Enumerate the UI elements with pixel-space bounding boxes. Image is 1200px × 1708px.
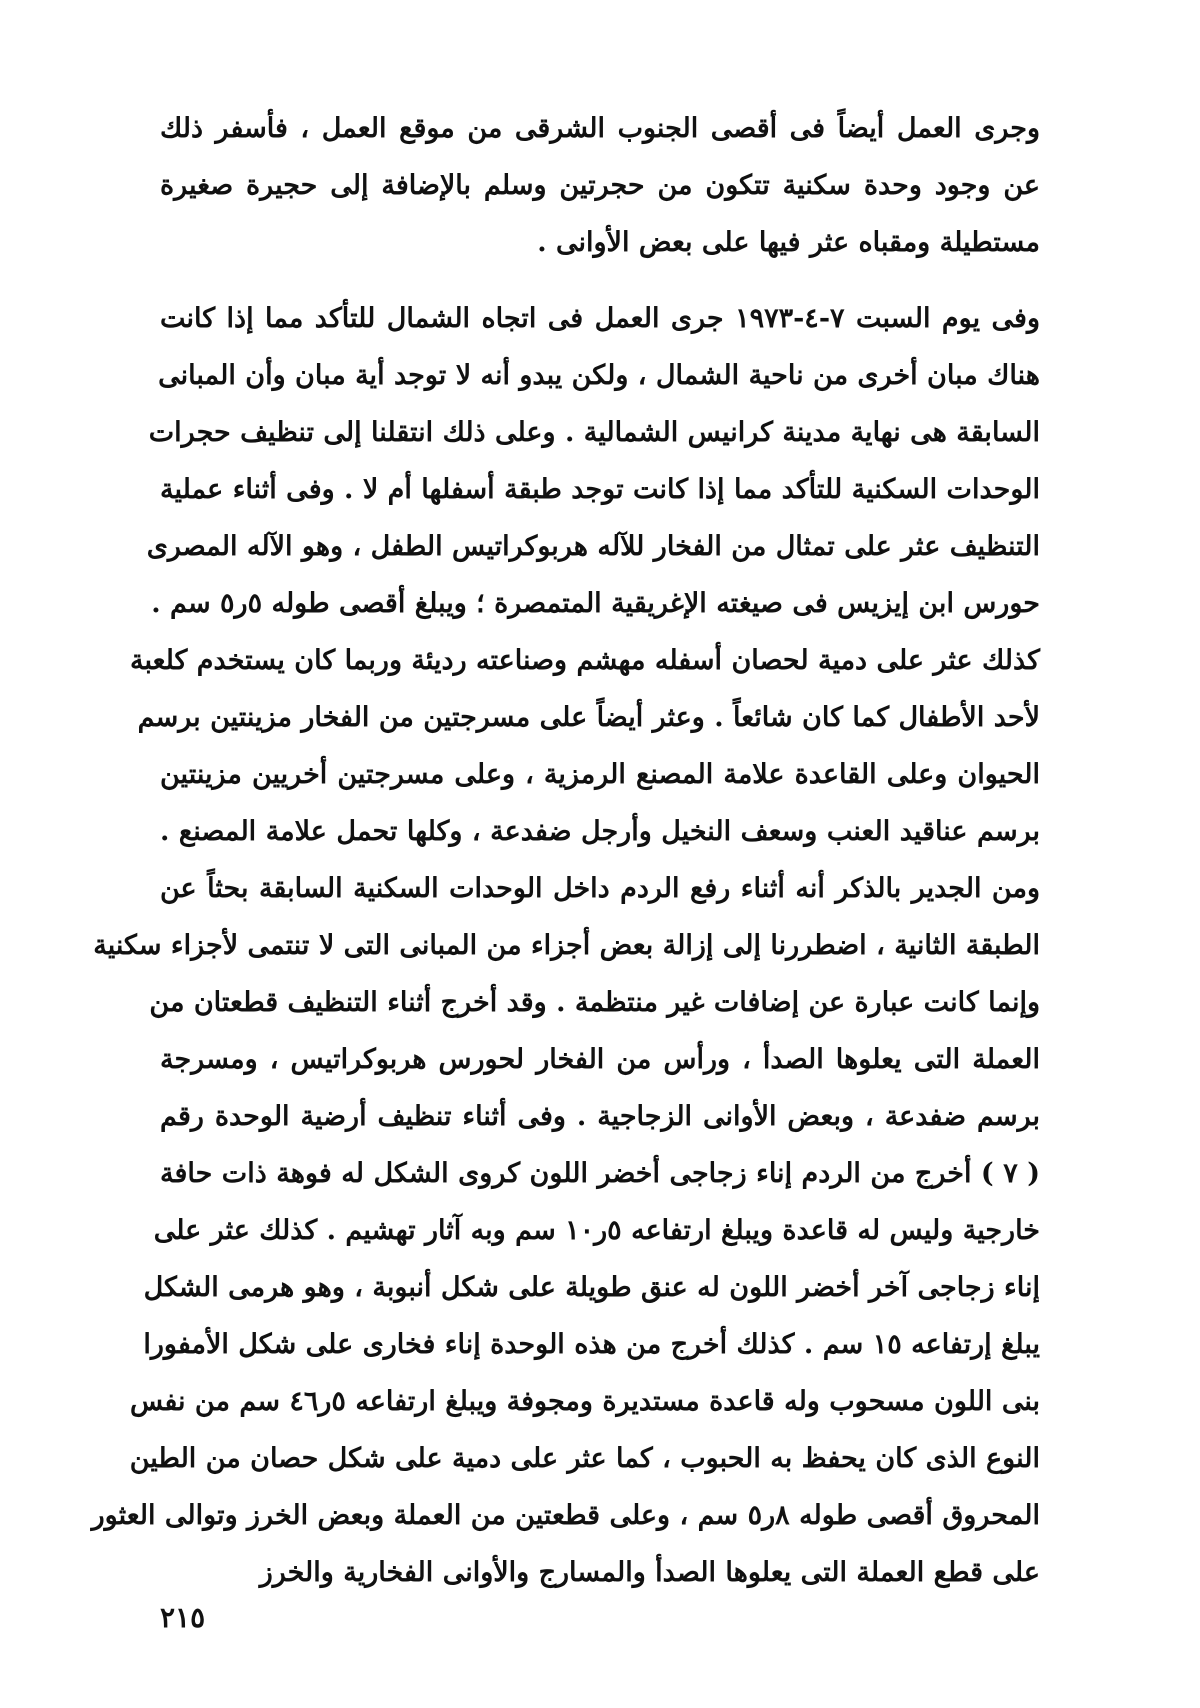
text-line: المحروق أقصى طوله ٨ر٥ سم ، وعلى قطعتين من العملة وبعض الخرز وتوالى العثور <box>91 1500 1040 1531</box>
text-line: بنى اللون مسحوب وله قاعدة مستديرة ومجوفة ويبلغ ارتفاعه ٥ر٤٦ سم من نفس <box>129 1386 1040 1417</box>
text-line: حورس ابن إيزيس فى صيغته الإغريقية المتمصرة ؛ ويبلغ أقصى طوله ٥ر٥ سم . <box>151 588 1040 619</box>
text-line: السابقة هى نهاية مدينة كرانيس الشمالية . وعلى ذلك انتقلنا إلى تنظيف حجرات <box>148 417 1040 448</box>
text-line: التنظيف عثر على تمثال من الفخار للآله هربوكراتيس الطفل ، وهو الآله المصرى <box>146 531 1040 562</box>
text-line: العملة التى يعلوها الصدأ ، ورأس من الفخار لحورس هربوكراتيس ، ومسرجة <box>160 1044 1040 1075</box>
text-line: لأحد الأطفال كما كان شائعاً . وعثر أيضاً على مسرجتين من الفخار مزينتين برسم <box>137 702 1040 733</box>
text-line: وجرى العمل أيضاً فى أقصى الجنوب الشرقى من موقع العمل ، فأسفر ذلك <box>160 113 1040 144</box>
text-line: الطبقة الثانية ، اضطررنا إلى إزالة بعض أجزاء من المبانى التى لا تنتمى لأجزاء سكنية <box>93 930 1040 961</box>
text-line: على قطع العملة التى يعلوها الصدأ والمسارج والأوانى الفخارية والخرز <box>259 1557 1040 1588</box>
text-line: هناك مبان أخرى من ناحية الشمال ، ولكن يبدو أنه لا توجد أية مبان وأن المبانى <box>158 360 1040 391</box>
text-line: خارجية وليس له قاعدة ويبلغ ارتفاعه ٥ر١٠ سم وبه آثار تهشيم . كذلك عثر على <box>153 1215 1040 1246</box>
text-line: إناء زجاجى آخر أخضر اللون له عنق طويلة على شكل أنبوبة ، وهو هرمى الشكل <box>143 1272 1040 1303</box>
text-line: كذلك عثر على دمية لحصان أسفله مهشم وصناعته رديئة وربما كان يستخدم كلعبة <box>129 645 1040 676</box>
text-line: عن وجود وحدة سكنية تتكون من حجرتين وسلم بالإضافة إلى حجيرة صغيرة <box>160 170 1040 201</box>
text-line: مستطيلة ومقباه عثر فيها على بعض الأوانى . <box>537 227 1040 258</box>
text-line: النوع الذى كان يحفظ به الحبوب ، كما عثر على دمية على شكل حصان من الطين <box>129 1443 1040 1474</box>
paragraph-2 <box>91 290 1040 1601</box>
text-line: ( ٧ ) أخرج من الردم إناء زجاجى أخضر اللون كروى الشكل له فوهة ذات حافة <box>160 1158 1040 1189</box>
paragraph-1 <box>160 100 1040 271</box>
text-line: برسم ضفدعة ، وبعض الأوانى الزجاجية . وفى أثناء تنظيف أرضية الوحدة رقم <box>160 1101 1040 1132</box>
text-line: الوحدات السكنية للتأكد مما إذا كانت توجد طبقة أسفلها أم لا . وفى أثناء عملية <box>160 474 1040 505</box>
text-line: وإنما كانت عبارة عن إضافات غير منتظمة . وقد أخرج أثناء التنظيف قطعتان من <box>149 987 1040 1018</box>
text-line: يبلغ إرتفاعه ١٥ سم . كذلك أخرج من هذه الوحدة إناء فخارى على شكل الأمفورا <box>143 1329 1040 1360</box>
text-line: وفى يوم السبت ٧-٤-١٩٧٣ جرى العمل فى اتجاه الشمال للتأكد مما إذا كانت <box>160 303 1040 334</box>
text-line: الحيوان وعلى القاعدة علامة المصنع الرمزية ، وعلى مسرجتين أخريين مزينتين <box>160 759 1040 790</box>
page-number: ٢١٥ <box>160 1601 206 1634</box>
text-line: برسم عناقيد العنب وسعف النخيل وأرجل ضفدعة ، وكلها تحمل علامة المصنع . <box>160 816 1040 847</box>
text-line: ومن الجدير بالذكر أنه أثناء رفع الردم داخل الوحدات السكنية السابقة بحثاً عن <box>160 873 1040 904</box>
